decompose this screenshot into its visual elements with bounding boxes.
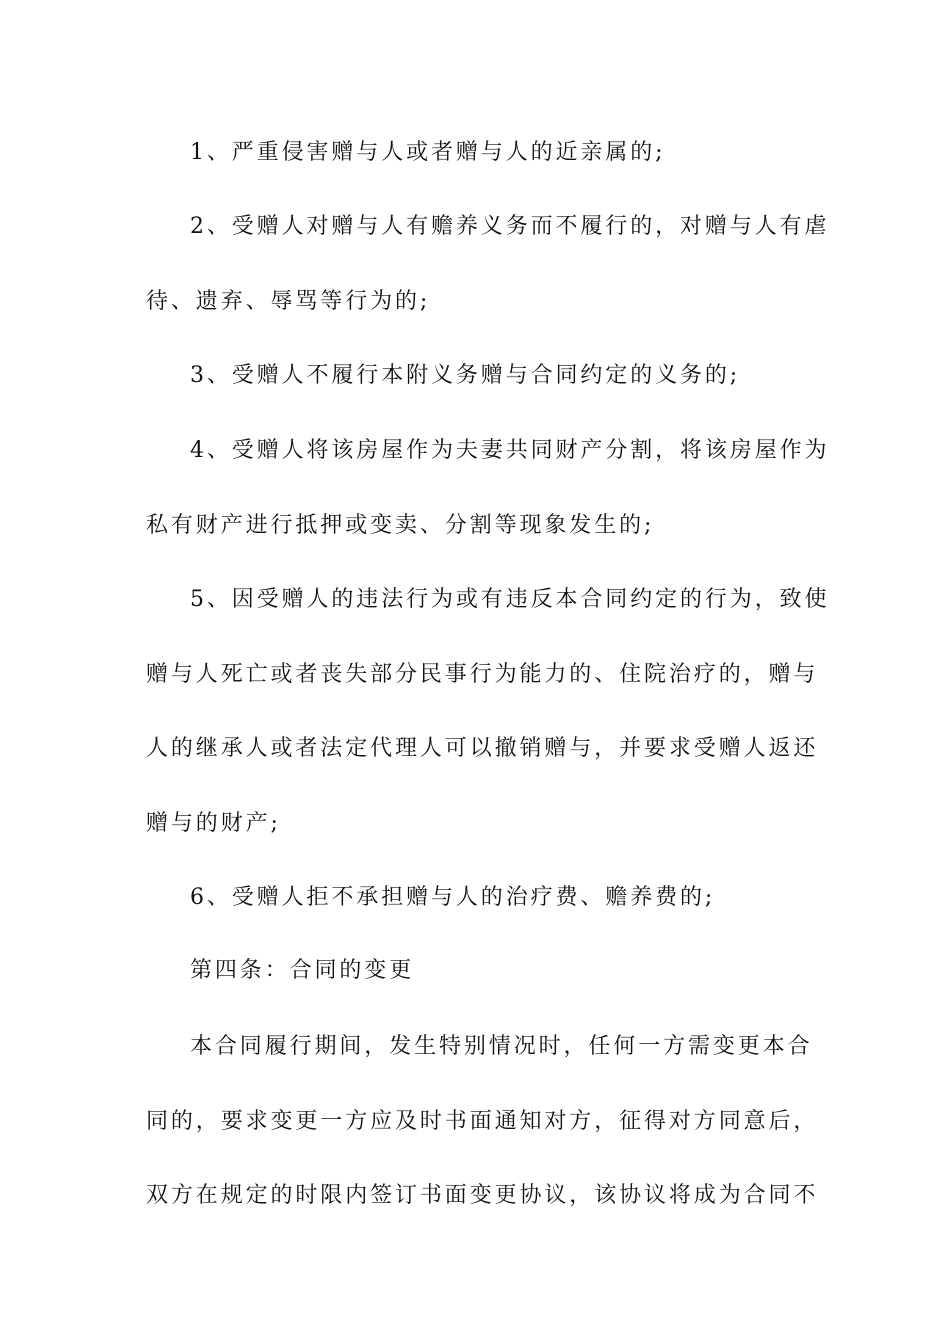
paragraph-line: 6、受赠人拒不承担赠与人的治疗费、赡养费的; [190, 885, 716, 910]
paragraph-line: 4、受赠人将该房屋作为夫妻共同财产分割，将该房屋作为 [190, 438, 830, 463]
paragraph-line: 3、受赠人不履行本附义务赠与合同约定的义务的; [190, 363, 741, 388]
paragraph-line: 本合同履行期间，发生特别情况时，任何一方需变更本合 [190, 1034, 813, 1059]
paragraph-line: 双方在规定的时限内签订书面变更协议，该协议将成为合同不 [146, 1183, 819, 1208]
paragraph-line: 私有财产进行抵押或变卖、分割等现象发生的; [146, 513, 655, 538]
paragraph-line: 赠与人死亡或者丧失部分民事行为能力的、住院治疗的，赠与 [146, 662, 819, 687]
paragraph-line: 1、严重侵害赠与人或者赠与人的近亲属的; [190, 140, 666, 165]
paragraph-line: 2、受赠人对赠与人有赡养义务而不履行的，对赠与人有虐 [190, 214, 830, 239]
paragraph-line: 5、因受赠人的违法行为或有违反本合同约定的行为，致使 [190, 587, 830, 612]
section-heading: 第四条：合同的变更 [190, 958, 415, 983]
paragraph-line: 待、遗弃、辱骂等行为的; [146, 289, 431, 314]
paragraph-line: 同的，要求变更一方应及时书面通知对方，征得对方同意后， [146, 1109, 819, 1134]
paragraph-line: 赠与的财产; [146, 811, 281, 836]
paragraph-line: 人的继承人或者法定代理人可以撤销赠与，并要求受赠人返还 [146, 736, 819, 761]
